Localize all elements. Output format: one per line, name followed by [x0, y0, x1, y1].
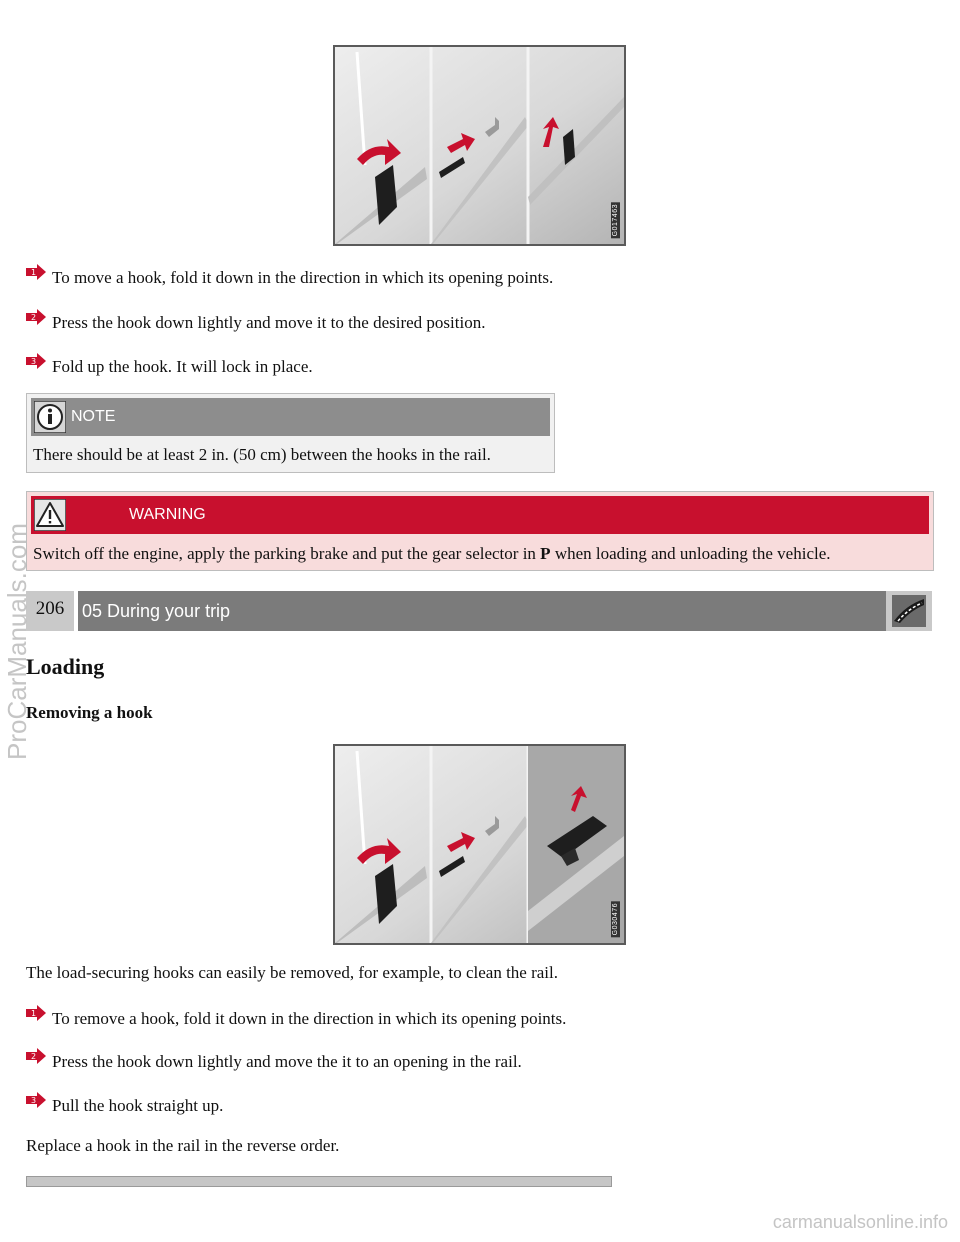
hook-remove-illustration — [333, 744, 626, 945]
step-3-icon — [26, 353, 46, 369]
gear-position-p: P — [540, 544, 551, 563]
note-box — [26, 393, 555, 473]
step-text: Press the hook down lightly and move the it to an opening in the rail. — [52, 1052, 522, 1071]
figure-code: G030476 — [612, 902, 619, 935]
side-watermark: ProCarManuals.com — [2, 523, 32, 760]
note-header — [31, 398, 550, 436]
step-text: Pull the hook straight up. — [52, 1096, 224, 1115]
chapter-title: 05 During your trip — [78, 591, 888, 631]
info-icon — [34, 401, 66, 433]
step-remove-3 — [26, 1096, 223, 1116]
bottom-watermark: carmanualsonline.info — [772, 1212, 948, 1232]
svg-text:2: 2 — [31, 313, 37, 322]
warning-box — [26, 491, 934, 571]
svg-text:1: 1 — [31, 268, 37, 277]
warning-header — [31, 496, 929, 534]
road-trip-icon — [886, 591, 932, 631]
hook-remove-illustration-art — [335, 746, 624, 943]
hook-move-illustration-art — [335, 47, 624, 244]
warning-text — [33, 544, 831, 564]
svg-text:2: 2 — [31, 1052, 37, 1061]
svg-text:3: 3 — [31, 357, 37, 366]
step-move-3 — [26, 357, 313, 377]
note-text: There should be at least 2 in. (50 cm) between the hooks in the rail. — [33, 445, 491, 464]
step-move-1 — [26, 268, 553, 288]
step-3-icon — [26, 1092, 46, 1108]
outro-text: Replace a hook in the rail in the reverse order. — [26, 1136, 340, 1155]
intro-text: The load-securing hooks can easily be removed, for example, to clean the rail. — [26, 963, 558, 982]
warning-title: WARNING — [129, 506, 206, 523]
step-remove-1 — [26, 1009, 566, 1029]
chapter-bar — [26, 591, 932, 631]
warning-text-part: Switch off the engine, apply the parking brake and put the gear selector in — [33, 544, 541, 563]
svg-text:1: 1 — [31, 1009, 37, 1018]
step-text: To move a hook, fold it down in the direction in which its opening points. — [52, 268, 554, 287]
note-title: NOTE — [71, 408, 116, 425]
warning-triangle-icon — [34, 499, 66, 531]
warning-text-part: when loading and unloading the vehicle. — [550, 544, 831, 563]
section-title: Loading — [26, 654, 105, 679]
step-text: To remove a hook, fold it down in the direction in which its opening points. — [52, 1009, 567, 1028]
step-2-icon — [26, 309, 46, 325]
svg-text:3: 3 — [31, 1096, 37, 1105]
step-2-icon — [26, 1048, 46, 1064]
step-remove-2 — [26, 1052, 522, 1072]
step-text: Press the hook down lightly and move it to the desired position. — [52, 313, 486, 332]
page-number: 206 — [26, 591, 74, 631]
bottom-rule — [26, 1176, 612, 1187]
step-move-2 — [26, 313, 485, 333]
step-1-icon — [26, 264, 46, 280]
figure-code: G017463 — [612, 203, 619, 236]
hook-move-illustration — [333, 45, 626, 246]
step-text: Fold up the hook. It will lock in place. — [52, 357, 313, 376]
chapter-icon — [886, 591, 932, 631]
step-1-icon — [26, 1005, 46, 1021]
section-subtitle: Removing a hook — [26, 703, 153, 722]
